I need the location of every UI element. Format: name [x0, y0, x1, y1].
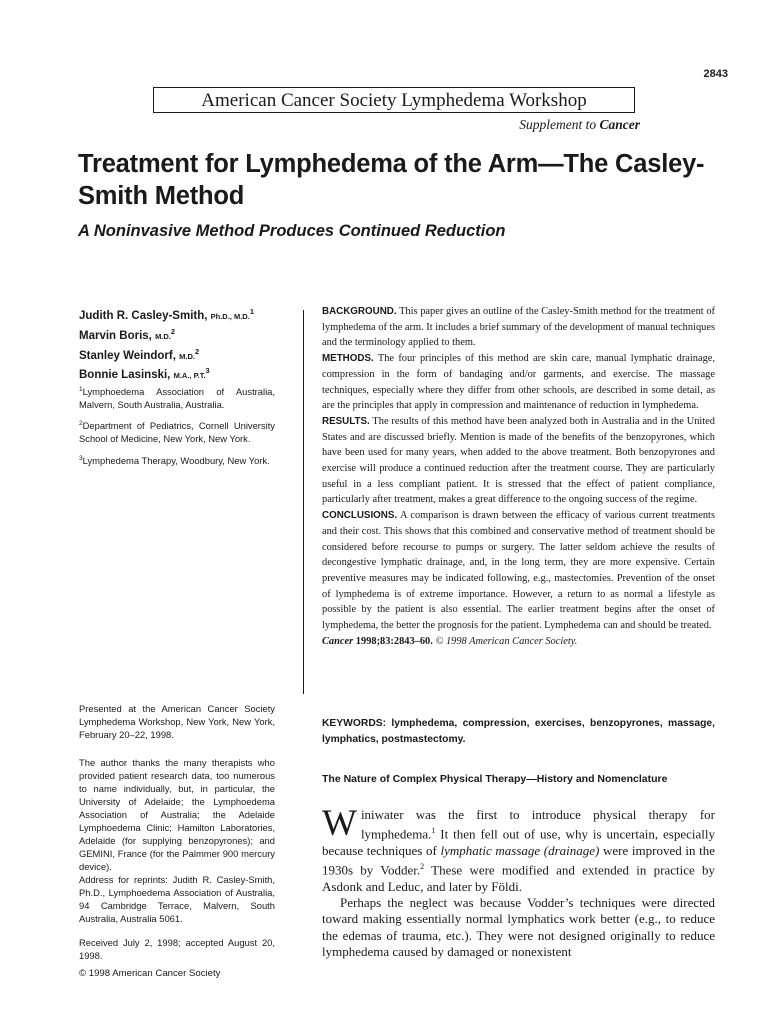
workshop-banner: American Cancer Society Lymphedema Workshop	[153, 87, 635, 113]
author-list	[79, 304, 294, 383]
author-entry: Bonnie Lasinski, M.A., P.T.$^3$	[79, 366, 210, 382]
affiliation-3: $^3$Lymphedema Therapy, Woodbury, New York.	[79, 455, 270, 467]
page-number: 2843	[703, 68, 728, 80]
body-paragraph: Winiwater was the first to introduce physical therapy for lymphedema.$^1$ It then fell out of use, why is uncertain, especially because techniques of lymphatic massage (drainage) were improved in the 1930s by Vodder.$^2$ These were modified and extended in practice by Asdonk and Leduc, and later by Földi.	[322, 803, 716, 894]
supplement-line	[440, 117, 640, 133]
affiliation-2: $^2$Department of Pediatrics, Cornell University School of Medicine, New York, New York.	[79, 420, 275, 445]
abstract	[322, 304, 715, 649]
body-paragraph: Perhaps the neglect was because Vodder’s techniques were directed toward making essentially normal lymphatics work better (e.g., to reduce the edemas of trauma, etc.). They were not designed originally to reduce lymphedema caused by damaged or nonexistent	[322, 895, 715, 960]
drop-cap: W	[322, 803, 357, 844]
received-note: Received July 2, 1998; accepted August 20, 1998.	[79, 937, 275, 961]
article-title: Treatment for Lymphedema of the Arm—The Casley-Smith Method	[78, 150, 705, 210]
body-text	[322, 803, 716, 960]
acknowledgment-note: The author thanks the many therapists who provided patient research data, too numerous to name individually, but, in particular, the University of Adelaide; the Lymphoedema Association of Australia; the Adelaide Lymphoedema Clinic; Hamilton Laboratories, Adelaide (for supplying benzopyrones); and GEMINI, France (for the Palmmer 900 mercury device).	[79, 757, 275, 872]
article-subtitle: A Noninvasive Method Produces Continued Reduction	[78, 222, 506, 240]
copyright-footer: © 1998 American Cancer Society	[79, 968, 221, 979]
supplement-prefix: Supplement to	[519, 117, 597, 132]
abstract-citation: Cancer 1998;83:2843–60. © 1998 American Cancer Society.	[322, 635, 578, 647]
affiliation-1: $^1$Lymphoedema Association of Australia, Malvern, South Australia, Australia.	[79, 386, 275, 411]
author-entry: Marvin Boris, M.D.$^2$	[79, 326, 176, 342]
abstract-results: RESULTS. The results of this method have been analyzed both in Australia and in the United States and are discussed briefly. Mention is made of the benefits of the benzopyrones, which have been used for many years, when added to the above treatment. Both benzopyrones and exercise will produce a continued reduction after the treatment course. They are particularly useful in a less compliant patient. It is stressed that the effect of patient compliance, particularly after treatment, makes a great difference to the ongoing success of the regime.	[322, 415, 715, 506]
abstract-methods: METHODS. The four principles of this method are skin care, manual lymphatic drainage, compression in the form of bandaging and/or garments, and exercise. The massage techniques, especially where they differ from other schools, are described in some detail, as are the principles that apply in compression and maintenance of reduction in lymphedema.	[322, 353, 715, 412]
column-divider	[303, 310, 304, 694]
supplement-journal: Cancer	[599, 117, 640, 132]
author-entry: Stanley Weindorf, M.D.$^2$	[79, 346, 200, 362]
author-entry: Judith R. Casley-Smith, Ph.D., M.D.$^1$	[79, 307, 254, 322]
presented-note: Presented at the American Cancer Society Lymphedema Workshop, New York, New York, February 20–22, 1998.	[79, 703, 275, 740]
abstract-conclusions: CONCLUSIONS. A comparison is drawn between the efficacy of various current treatments and their cost. This shows that this combined and conservative method of treatment should be considered before recourse to pumps or surgery. The latter seldom achieve the results of decongestive lymphatic drainage, and, in the long term, they are more expensive. Certain preventive measures may be indicated following, e.g., mastectomies. Prevention of the onset of lymphedema is of extreme importance. However, a return to as normal a lifestyle as possible by the patient is also essential. The earlier treatment begins after the onset of lymphedema, the better the prognosis for the patient. Lymphedema can and should be treated.	[322, 510, 715, 632]
keywords: KEYWORDS: lymphedema, compression, exercises, benzopyrones, massage, lymphatics, postmastectomy.	[322, 718, 715, 745]
reprints-note: Address for reprints: Judith R. Casley-Smith, Ph.D., Lymphoedema Association of Australia, 94 Cambridge Terrace, Malvern, South Australia, Australia 5061.	[79, 874, 275, 924]
abstract-background: BACKGROUND. This paper gives an outline of the Casley-Smith method for the treatment of lymphedema of the arm. It includes a brief summary of the development of manual techniques and the terminology applied to them.	[322, 306, 715, 349]
section-heading: The Nature of Complex Physical Therapy—History and Nomenclature	[322, 773, 668, 785]
